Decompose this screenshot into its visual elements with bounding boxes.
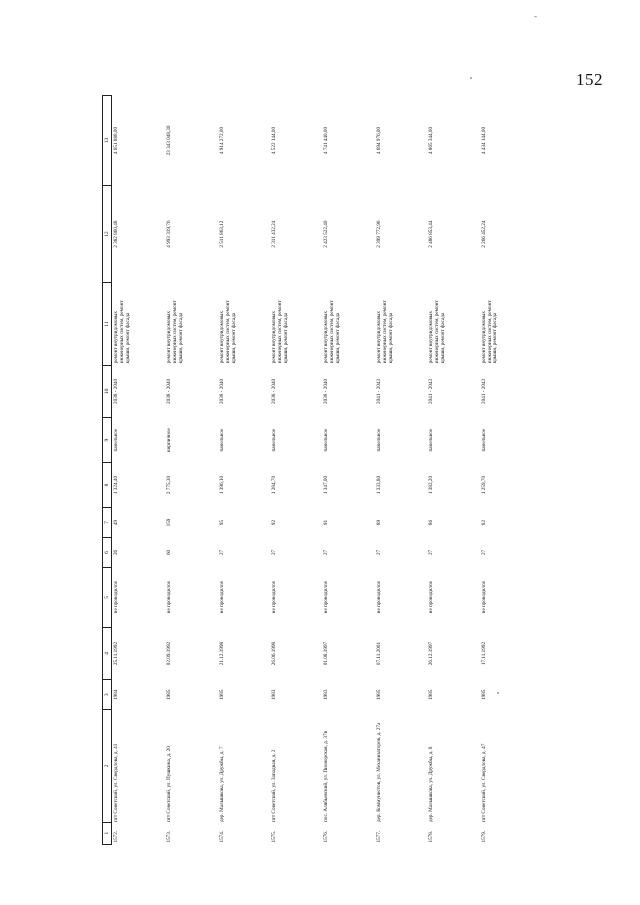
- table-cell: 1 259,70: [480, 475, 487, 495]
- table-cell: 1985: [166, 689, 173, 700]
- housing-repair-table: [102, 95, 532, 845]
- table-cell: 1985: [428, 689, 435, 700]
- table-cell: 27: [323, 549, 330, 556]
- table-cell: ремонт внутридомовых инженерных систем, ремонт крыши, ремонт фасада: [323, 300, 342, 364]
- table-cell: 4 522 144,00: [270, 126, 277, 155]
- table-cell: не проводился: [218, 581, 225, 614]
- table-cell: 1578.: [428, 830, 435, 843]
- table-row: [270, 96, 322, 845]
- column-number-header: 11: [103, 283, 112, 365]
- table-cell: ремонт внутридомовых инженерных систем, ремонт крыши, ремонт фасада: [218, 300, 237, 364]
- table-cell: ремонт внутридомовых инженерных систем, ремонт крыши, ремонт фасада: [428, 300, 447, 364]
- table-row: [218, 96, 270, 845]
- table-cell: ремонт внутридомовых инженерных систем, ремонт крыши, ремонт фасада: [375, 300, 394, 364]
- table-cell: 4 865 344,00: [428, 126, 435, 155]
- column-number-header: 7: [103, 508, 112, 538]
- table-cell: не проводился: [323, 581, 330, 614]
- table-cell: 21.12.1998: [218, 641, 225, 666]
- table-cell: 4 993 319,76: [166, 220, 173, 248]
- table-cell: 1 333,80: [375, 475, 382, 495]
- table-cell: 27: [428, 549, 435, 556]
- table-row: [322, 96, 374, 845]
- table-cell: 2 382 860,48: [113, 220, 119, 248]
- table-cell: 1985: [480, 689, 487, 700]
- table-row: [165, 96, 217, 845]
- table-cell: 1985: [375, 689, 382, 700]
- table-cell: 1572.: [113, 830, 119, 843]
- table-cell: 26: [113, 549, 119, 556]
- table-cell: 91: [323, 519, 330, 526]
- table-cell: 1983: [270, 689, 277, 700]
- table-cell: панельное: [428, 428, 435, 452]
- table-cell: 17.11.1992: [480, 641, 487, 666]
- table-cell: 4 434 144,00: [480, 126, 487, 155]
- table-cell: ремонт внутридомовых инженерных систем, ремонт крыши, ремонт фасада: [166, 300, 185, 364]
- table-cell: ремонт внутридомовых инженерных систем, ремонт крыши, ремонт фасада: [480, 300, 499, 364]
- table-cell: дер. Малышкова, ул. Дружбы, д. 8: [428, 746, 435, 823]
- table-header: [103, 96, 112, 845]
- table-cell: 1983: [323, 689, 330, 700]
- table-cell: 27: [270, 549, 277, 556]
- table-cell: 159: [166, 518, 173, 527]
- table-cell: 1 382,20: [428, 475, 435, 495]
- rotated-table-container: [102, 95, 532, 845]
- table-cell: панельное: [270, 428, 277, 452]
- table-cell: 2 775,30: [166, 475, 173, 495]
- table-cell: кирпичное: [166, 428, 173, 452]
- table-cell: 4 651 888,00: [113, 126, 119, 155]
- table-cell: панельное: [113, 428, 119, 452]
- column-number-header: 8: [103, 463, 112, 508]
- column-number-header: 4: [103, 627, 112, 679]
- table-cell: 2 399 772,96: [375, 220, 382, 248]
- table-cell: дер. Коммунистов, ул. Механизаторов, д. 27а: [375, 722, 382, 823]
- table-cell: 82: [480, 519, 487, 526]
- table-cell: 4 914 272,00: [218, 126, 225, 155]
- table-cell: 23 343 048,30: [166, 125, 173, 156]
- table-cell: 2041 - 2043: [480, 378, 487, 404]
- table-cell: 1 324,40: [113, 475, 119, 495]
- table-cell: панельное: [480, 428, 487, 452]
- table-cell: пгт Советский, ул. Свердлова, д. 47: [480, 743, 487, 823]
- table-cell: 27: [480, 549, 487, 556]
- table-cell: 1579.: [480, 830, 487, 843]
- table-row: [112, 96, 166, 845]
- table-cell: 01.08.1997: [323, 641, 330, 666]
- table-cell: 1984: [113, 689, 119, 700]
- table-row: [375, 96, 427, 845]
- column-number-header: 10: [103, 365, 112, 417]
- table-cell: 2038 - 2040: [113, 378, 119, 404]
- table-cell: пгт Советский, ул. Западная, д. 2: [270, 749, 277, 823]
- column-number-row: [103, 96, 112, 845]
- scan-speck: [470, 77, 472, 79]
- table-cell: 2038 - 2040: [323, 378, 330, 404]
- table-cell: 49: [113, 519, 119, 526]
- table-cell: панельное: [323, 428, 330, 452]
- column-number-header: 3: [103, 680, 112, 710]
- table-cell: 2 311 432,24: [270, 220, 277, 248]
- table-cell: 4 694 976,00: [375, 126, 382, 155]
- table-cell: ремонт внутридомовых инженерных систем, ремонт крыши, ремонт фасада: [270, 300, 289, 364]
- table-cell: 02.09.1992: [166, 641, 173, 666]
- table-cell: не проводился: [166, 581, 173, 614]
- column-number-header: 2: [103, 710, 112, 822]
- column-number-header: 9: [103, 418, 112, 463]
- table-cell: 2 486 853,44: [428, 220, 435, 248]
- table-cell: 2041 - 2043: [375, 378, 382, 404]
- table-cell: 07.11.2001: [375, 641, 382, 666]
- table-cell: 1 284,70: [270, 475, 277, 495]
- column-number-header: 6: [103, 537, 112, 567]
- table-cell: 1576.: [323, 830, 330, 843]
- table-cell: 95: [218, 519, 225, 526]
- table-cell: ремонт внутридомовых инженерных систем, ремонт крыши, ремонт фасада: [113, 300, 131, 364]
- table-cell: пгт Советский, ул. Свердлова, д. 41: [113, 743, 119, 823]
- table-frame: [102, 95, 532, 845]
- table-cell: панельное: [218, 428, 225, 452]
- table-row: [480, 96, 532, 845]
- table-cell: 2038 - 2040: [218, 378, 225, 404]
- table-cell: не проводился: [480, 581, 487, 614]
- table-cell: 25.11.1992: [113, 641, 119, 666]
- table-cell: 2 266 452,24: [480, 220, 487, 248]
- table-cell: 2041 - 2043: [428, 378, 435, 404]
- table-cell: 1985: [218, 689, 225, 700]
- table-cell: 27: [375, 549, 382, 556]
- page-number: 152: [576, 70, 603, 89]
- table-cell: панельное: [375, 428, 382, 452]
- table-row: [427, 96, 479, 845]
- scan-mark: -: [534, 11, 537, 21]
- table-cell: не проводился: [375, 581, 382, 614]
- table-cell: 1575.: [270, 830, 277, 843]
- table-cell: 2 423 522,40: [323, 220, 330, 248]
- table-cell: 92: [270, 519, 277, 526]
- table-cell: 89: [375, 519, 382, 526]
- table-cell: 2 511 863,12: [218, 220, 225, 248]
- table-cell: 60: [166, 549, 173, 556]
- column-number-header: 1: [103, 822, 112, 844]
- table-cell: 1573.: [166, 830, 173, 843]
- table-cell: 4 741 440,00: [323, 126, 330, 155]
- column-number-header: 12: [103, 185, 112, 282]
- table-cell: 26.06.1998: [270, 641, 277, 666]
- table-cell: 1 347,00: [323, 475, 330, 495]
- table-cell: 1574.: [218, 830, 225, 843]
- table-cell: 86: [428, 519, 435, 526]
- table-cell: пос. Алябьевский, ул. Пионерская, д. 37в: [323, 730, 330, 823]
- table-cell: не проводился: [113, 581, 119, 614]
- table-cell: дер. Малышкова, ул. Дружбы, д. 7: [218, 746, 225, 823]
- table-cell: 2038 - 2040: [270, 378, 277, 404]
- table-body: [112, 96, 533, 845]
- column-number-header: 5: [103, 567, 112, 627]
- column-number-header: 13: [103, 96, 112, 186]
- table-cell: пгт Советский, ул. Пушкина, д. 20: [166, 746, 173, 823]
- table-cell: 2038 - 2040: [166, 378, 173, 404]
- table-cell: 1577.: [375, 830, 382, 843]
- table-cell: 26.12.1997: [428, 641, 435, 666]
- table-cell: 27: [218, 549, 225, 556]
- table-cell: 1 396,10: [218, 475, 225, 495]
- table-cell: не проводился: [270, 581, 277, 614]
- table-cell: не проводился: [428, 581, 435, 614]
